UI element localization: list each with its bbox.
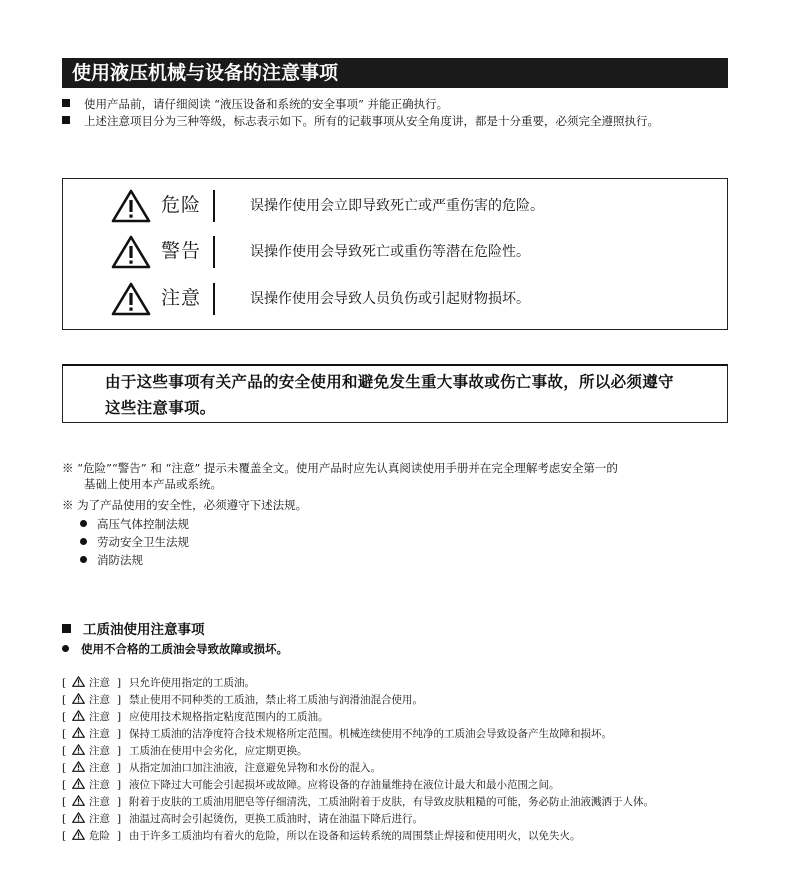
- warning-triangle-icon: [72, 676, 85, 687]
- caution-label: 注意: [89, 762, 110, 774]
- bracket-open: [: [62, 694, 67, 706]
- caution-label: 注意: [89, 677, 110, 689]
- intro-text: 上述注意项目分为三种等级，标志表示如下。所有的记载事项从安全角度讲，都是十分重要，必须完全遵照执行。: [84, 114, 659, 128]
- bracket-close: ]: [117, 762, 122, 774]
- warning-triangle-icon: [111, 189, 151, 223]
- page-title: 使用液压机械与设备的注意事项: [62, 58, 728, 88]
- bracket-close: ]: [117, 694, 122, 706]
- caution-item: [62, 828, 742, 845]
- bullet-dot-icon: [80, 520, 87, 527]
- note-text: 基础上使用本产品或系统。: [84, 477, 222, 491]
- note-coverage: [62, 460, 728, 492]
- hazard-level-desc: 误操作使用会导致死亡或重伤等潜在危险性。: [250, 244, 530, 260]
- bracket-open: [: [62, 677, 67, 689]
- bracket-open: [: [62, 711, 67, 723]
- caution-label: 注意: [89, 728, 110, 740]
- emphasis-line: 这些注意事项。: [105, 399, 216, 417]
- warning-triangle-icon: [72, 761, 85, 772]
- regulation-text: 高压气体控制法规: [97, 517, 189, 531]
- caution-text: 由于许多工质油均有着火的危险，所以在设备和运转系统的周围禁止焊接和使用明火，以免失火。: [129, 830, 581, 842]
- caution-text: 保持工质油的洁净度符合技术规格所定范围。机械连续使用不纯净的工质油会导致设备产生故障和损坏。: [129, 728, 612, 740]
- caution-text: 禁止使用不同种类的工质油，禁止将工质油与润滑油混合使用。: [129, 694, 423, 706]
- divider: [213, 190, 215, 222]
- caution-label: 注意: [89, 779, 110, 791]
- section-subheading-text: 使用不合格的工质油会导致故障或损坏。: [81, 642, 288, 656]
- hazard-level-name: 注意: [161, 287, 202, 309]
- warning-triangle-icon: [72, 727, 85, 738]
- bracket-close: ]: [117, 677, 122, 689]
- section-heading-text: 工质油使用注意事项: [83, 622, 205, 638]
- caution-label: 注意: [89, 694, 110, 706]
- caution-label: 注意: [89, 711, 110, 723]
- warning-triangle-icon: [111, 282, 151, 316]
- bracket-open: [: [62, 779, 67, 791]
- regulation-item: [80, 534, 189, 550]
- regulation-item: [80, 552, 143, 568]
- caution-text: 工质油在使用中会劣化，应定期更换。: [129, 745, 308, 757]
- caution-label: 注意: [89, 796, 110, 808]
- warning-triangle-icon: [72, 812, 85, 823]
- regulation-item: [80, 516, 189, 532]
- hazard-level-warning: [63, 235, 727, 269]
- regulation-text: 消防法规: [97, 553, 143, 567]
- caution-item: [62, 743, 742, 760]
- caution-item: [62, 692, 742, 709]
- bracket-close: ]: [117, 745, 122, 757]
- bracket-open: [: [62, 728, 67, 740]
- bracket-close: ]: [117, 830, 122, 842]
- bullet-dot-icon: [62, 645, 69, 652]
- square-bullet-icon: [62, 99, 70, 107]
- bracket-open: [: [62, 745, 67, 757]
- hazard-level-name: 危险: [161, 194, 202, 216]
- caution-text: 油温过高时会引起烫伤，更换工质油时，请在油温下降后进行。: [129, 813, 423, 825]
- caution-item: [62, 726, 742, 743]
- intro-item: [62, 96, 449, 112]
- warning-triangle-icon: [72, 710, 85, 721]
- caution-text: 附着于皮肤的工质油用肥皂等仔细清洗，工质油附着于皮肤，有导致皮肤粗糙的可能，务必防止油液溅洒于人体。: [129, 796, 654, 808]
- square-bullet-icon: [62, 624, 71, 633]
- warning-triangle-icon: [72, 829, 85, 840]
- hazard-level-desc: 误操作使用会立即导致死亡或严重伤害的危险。: [250, 198, 544, 214]
- warning-triangle-icon: [72, 795, 85, 806]
- intro-text: 使用产品前，请仔细阅读 “液压设备和系统的安全事项” 并能正确执行。: [84, 97, 449, 111]
- emphasis-line: 由于这些事项有关产品的安全使用和避免发生重大事故或伤亡事故，所以必须遵守: [105, 373, 674, 391]
- bracket-close: ]: [117, 711, 122, 723]
- hazard-level-caution: [63, 282, 727, 316]
- note-text: ※ “危险”“警告” 和 “注意” 提示未覆盖全文。使用产品时应先认真阅读使用手册并在完全理解考虑安全第一的: [62, 461, 618, 475]
- caution-list: [62, 675, 742, 845]
- regulation-text: 劳动安全卫生法规: [97, 535, 189, 549]
- bracket-open: [: [62, 813, 67, 825]
- caution-text: 从指定加油口加注油液，注意避免异物和水份的混入。: [129, 762, 381, 774]
- note-regulations: ※ 为了产品使用的安全性，必须遵守下述法规。: [62, 498, 308, 512]
- hazard-level-danger: [63, 189, 727, 223]
- divider: [213, 283, 215, 315]
- square-bullet-icon: [62, 116, 70, 124]
- caution-item: [62, 811, 742, 828]
- hazard-level-desc: 误操作使用会导致人员负伤或引起财物损坏。: [250, 291, 530, 307]
- caution-item: [62, 794, 742, 811]
- caution-label: 注意: [89, 813, 110, 825]
- bracket-close: ]: [117, 728, 122, 740]
- caution-text: 液位下降过大可能会引起损坏或故障。应将设备的存油量维持在液位计最大和最小范围之间。: [129, 779, 560, 791]
- caution-label: 注意: [89, 745, 110, 757]
- hazard-levels-box: [62, 178, 728, 330]
- caution-item: [62, 760, 742, 777]
- bullet-dot-icon: [80, 556, 87, 563]
- bracket-close: ]: [117, 779, 122, 791]
- emphasis-box: [62, 364, 728, 423]
- bracket-open: [: [62, 762, 67, 774]
- caution-item: [62, 675, 742, 692]
- bracket-close: ]: [117, 813, 122, 825]
- hazard-level-name: 警告: [161, 240, 202, 262]
- intro-item: [62, 113, 659, 129]
- warning-triangle-icon: [72, 744, 85, 755]
- warning-triangle-icon: [111, 235, 151, 269]
- caution-text: 只允许使用指定的工质油。: [129, 677, 255, 689]
- warning-triangle-icon: [72, 693, 85, 704]
- caution-label: 危险: [89, 830, 110, 842]
- section-heading: [62, 621, 205, 639]
- bracket-close: ]: [117, 796, 122, 808]
- bracket-open: [: [62, 796, 67, 808]
- bullet-dot-icon: [80, 538, 87, 545]
- section-subheading: [62, 641, 288, 657]
- warning-triangle-icon: [72, 778, 85, 789]
- caution-item: [62, 709, 742, 726]
- bracket-open: [: [62, 830, 67, 842]
- caution-text: 应使用技术规格指定粘度范围内的工质油。: [129, 711, 329, 723]
- caution-item: [62, 777, 742, 794]
- divider: [213, 236, 215, 268]
